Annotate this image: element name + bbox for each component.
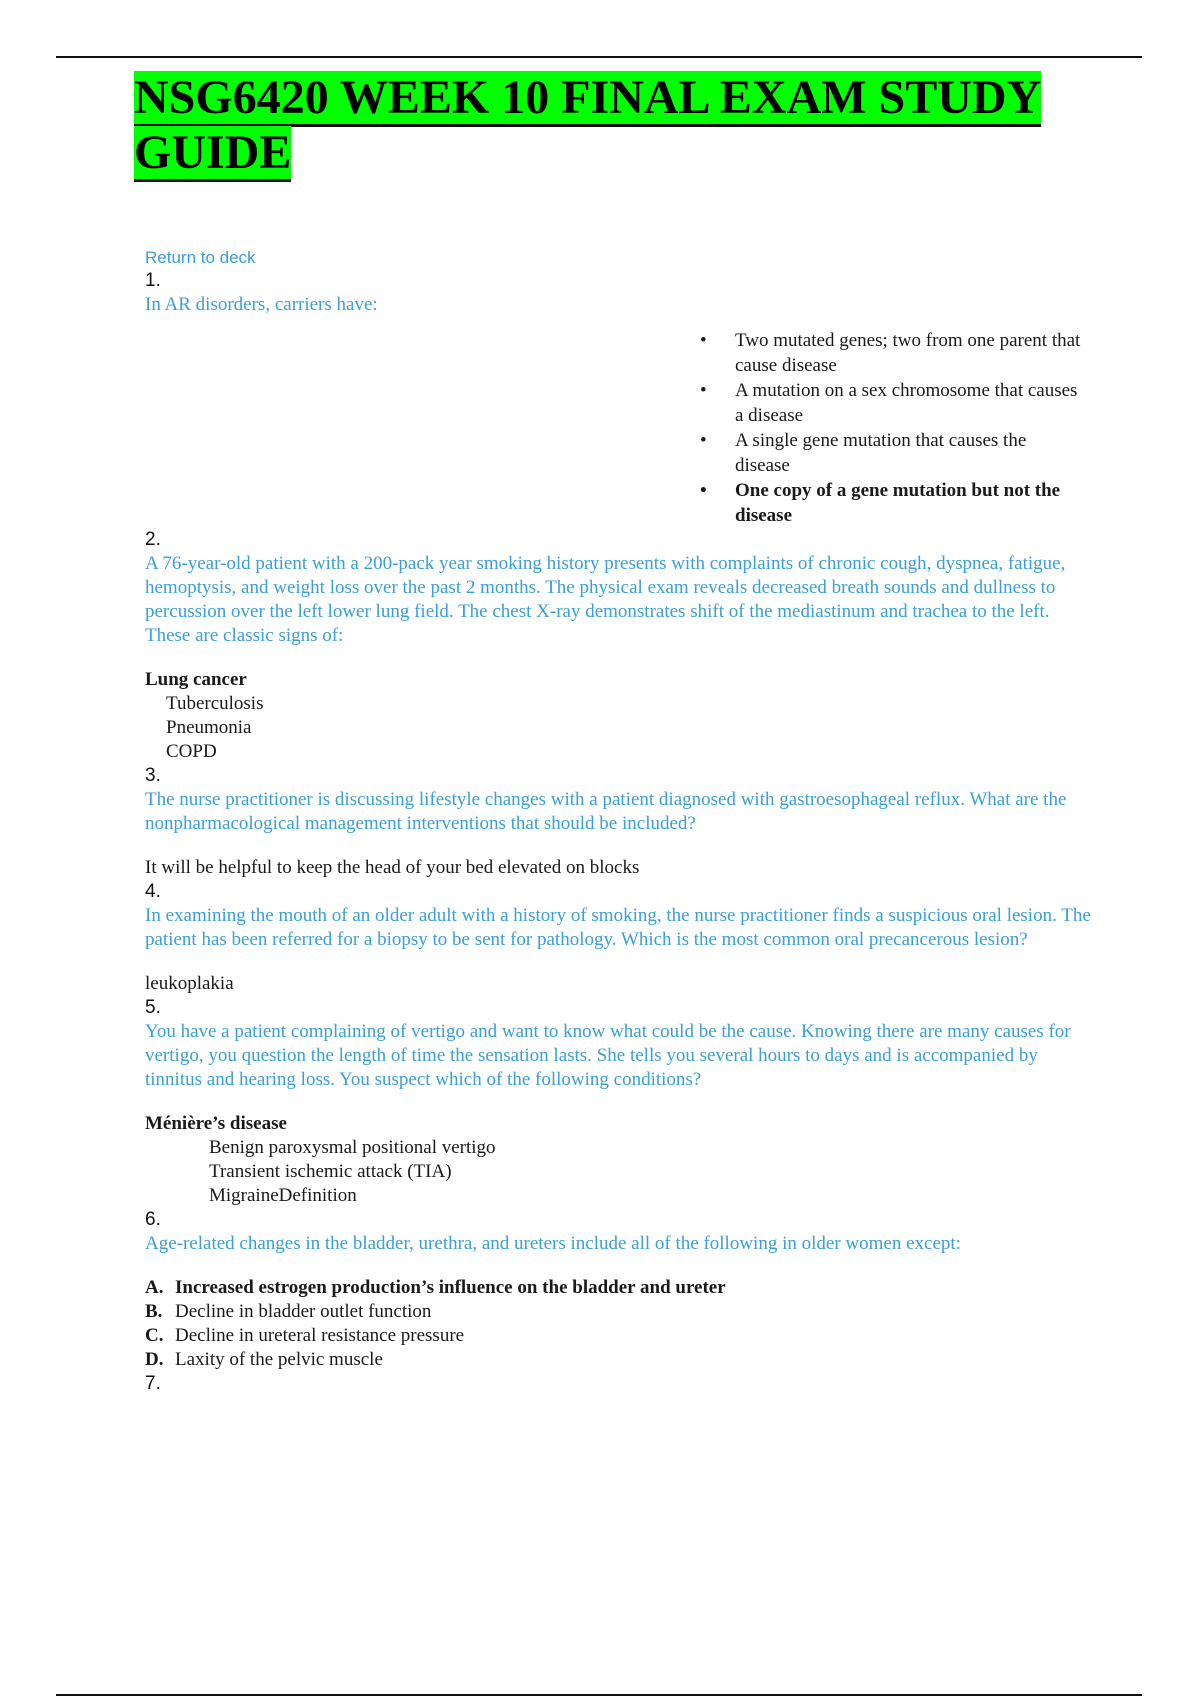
option-text: Laxity of the pelvic muscle (175, 1349, 383, 1370)
option-text: Decline in ureteral resistance pressure (175, 1325, 465, 1346)
option-letter: C. (145, 1325, 164, 1346)
question-number: 4. (145, 881, 161, 902)
question-number: 2. (145, 529, 161, 550)
question-4 (145, 880, 1095, 996)
answer: It will be helpful to keep the head of your bed elevated on blocks (145, 857, 640, 878)
question-7 (145, 1372, 1095, 1396)
question-5 (145, 996, 1095, 1208)
correct-answer: Lung cancer (145, 669, 247, 690)
option-text: Increased estrogen production’s influence on the bladder and ureter (175, 1277, 726, 1298)
option: Pneumonia (166, 717, 252, 738)
option (145, 1324, 1095, 1348)
question-2 (145, 528, 1095, 764)
option-text: Decline in bladder outlet function (175, 1301, 432, 1322)
answer-options (145, 328, 1095, 528)
option: Benign paroxysmal positional vertigo (209, 1137, 496, 1158)
option: Transient ischemic attack (TIA) (209, 1161, 452, 1182)
option (145, 1348, 1095, 1372)
bottom-rule (56, 1694, 1142, 1696)
return-to-deck-link[interactable]: Return to deck (145, 248, 256, 267)
page-title (134, 70, 1084, 180)
option: MigraineDefinition (209, 1185, 357, 1206)
option: Tuberculosis (166, 693, 264, 714)
correct-option: • One copy of a gene mutation but not the disease (700, 478, 1085, 528)
question-1 (145, 269, 1095, 528)
question-6 (145, 1208, 1095, 1372)
question-number: 5. (145, 997, 161, 1018)
option-letter: D. (145, 1349, 164, 1370)
option (145, 1300, 1095, 1324)
question-text: The nurse practitioner is discussing lifestyle changes with a patient diagnosed with gastroesophageal reflux. What are the nonpharmacological management interventions that should be included? (145, 789, 1067, 834)
question-text: A 76-year-old patient with a 200-pack year smoking history presents with complaints of chronic cough, dyspnea, fatigue, hemoptysis, and weight loss over the past 2 months. The physical exam reveals decreased breath sounds and dullness to percussion over the left lower lung field. The chest X-ray demonstrates shift of the mediastinum and trachea to the left. These are classic signs of: (145, 553, 1066, 646)
question-text: In AR disorders, carriers have: (145, 294, 378, 315)
question-number: 6. (145, 1209, 161, 1230)
question-number: 7. (145, 1373, 161, 1394)
option: • Two mutated genes; two from one parent that cause disease (700, 328, 1085, 378)
answer: leukoplakia (145, 973, 234, 994)
question-text: You have a patient complaining of vertigo and want to know what could be the cause. Knowing there are many causes for vertigo, you question the length of time the sensation lasts. She tells you several hours to days and is accompanied by tinnitus and hearing loss. You suspect which of the following conditions? (145, 1021, 1071, 1090)
question-number: 3. (145, 765, 161, 786)
study-guide-content (145, 245, 1095, 1396)
option: COPD (166, 741, 217, 762)
option-letter: B. (145, 1301, 163, 1322)
option: • A mutation on a sex chromosome that causes a disease (700, 378, 1085, 428)
correct-option (145, 1276, 1095, 1300)
option: • A single gene mutation that causes the disease (700, 428, 1085, 478)
top-rule (56, 56, 1142, 58)
option-letter: A. (145, 1277, 164, 1298)
question-3 (145, 764, 1095, 880)
lettered-options (145, 1276, 1095, 1372)
question-number: 1. (145, 270, 161, 291)
correct-answer: Ménière’s disease (145, 1113, 287, 1134)
question-text: In examining the mouth of an older adult with a history of smoking, the nurse practitioner finds a suspicious oral lesion. The patient has been referred for a biopsy to be sent for pathology. Which is the most common oral precancerous lesion? (145, 905, 1091, 950)
page-title-text: NSG6420 WEEK 10 FINAL EXAM STUDY GUIDE (134, 71, 1041, 182)
question-text: Age-related changes in the bladder, urethra, and ureters include all of the following in older women except: (145, 1233, 961, 1254)
